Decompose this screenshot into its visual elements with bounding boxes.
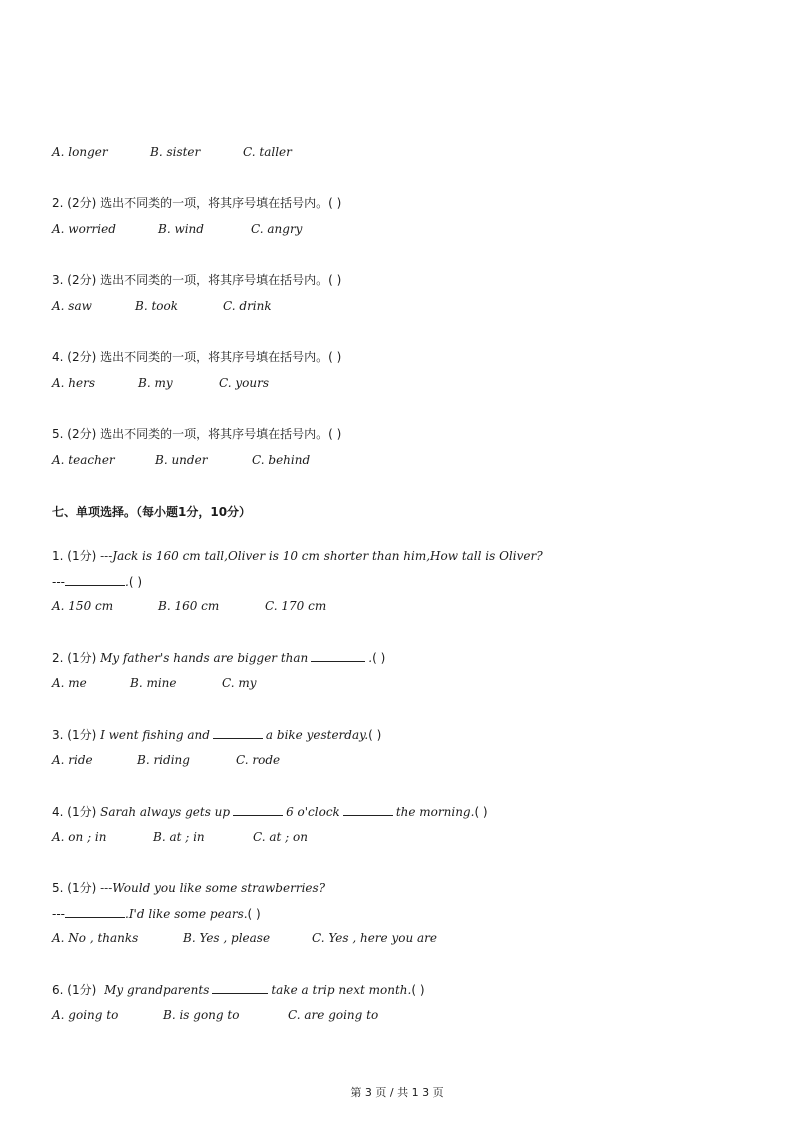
- option-a: A. worried: [52, 222, 116, 236]
- answer-paren: ( ): [328, 427, 342, 441]
- question-stem: Sarah always gets up: [100, 805, 231, 819]
- option-a: A. No , thanks: [52, 931, 139, 945]
- option-b: B. is gong to: [163, 1008, 240, 1022]
- question-number: 6.: [52, 983, 64, 997]
- question-1: [52, 549, 543, 563]
- question-2: [52, 650, 385, 665]
- question-score: (1分): [67, 805, 97, 819]
- question-score: (2分): [67, 273, 97, 287]
- answer-blank[interactable]: [213, 727, 263, 739]
- option-b: B. my: [138, 376, 173, 390]
- answer-blank[interactable]: [65, 906, 125, 918]
- option-a: A. on ; in: [52, 830, 107, 844]
- question-stem: 选出不同类的一项，将其序号填在括号内。: [100, 427, 329, 441]
- question-stem-middle: 6 o'clock: [286, 805, 340, 819]
- question-number: 2.: [52, 651, 64, 665]
- option-c: C. at ; on: [253, 830, 308, 844]
- option-c: C. behind: [252, 453, 311, 467]
- option-a: A. hers: [52, 376, 96, 390]
- answer-blank[interactable]: [212, 982, 268, 994]
- question-stem: I went fishing and: [100, 728, 210, 742]
- question-score: (1分): [67, 881, 97, 895]
- option-b: B. riding: [137, 753, 190, 767]
- question-score: (2分): [67, 350, 97, 364]
- question-6: [52, 982, 425, 997]
- option-c: C. rode: [236, 753, 281, 767]
- question-stem: My father's hands are bigger than: [100, 651, 309, 665]
- question-stem: My grandparents: [104, 983, 210, 997]
- option-c: C. angry: [251, 222, 303, 236]
- option-b: B. at ; in: [153, 830, 205, 844]
- option-a: A. longer: [52, 145, 108, 159]
- question-stem-suffix: a bike yesterday.: [265, 728, 369, 742]
- question-score: (1分): [67, 651, 97, 665]
- option-c: C. my: [222, 676, 257, 690]
- question-stem: ---Would you like some strawberries?: [100, 881, 326, 895]
- question-1-line2: [52, 574, 142, 589]
- option-a: A. ride: [52, 753, 93, 767]
- question-5: [52, 427, 341, 441]
- option-c: C. yours: [219, 376, 270, 390]
- dash-prefix: ---: [52, 575, 65, 589]
- dash-prefix: ---: [52, 907, 65, 921]
- question-stem-suffix: .: [368, 651, 373, 665]
- answer-paren: ( ): [411, 983, 425, 997]
- option-a: A. 150 cm: [52, 599, 114, 613]
- question-stem-suffix: .I'd like some pears.: [125, 907, 248, 921]
- question-stem-suffix: take a trip next month.: [271, 983, 412, 997]
- question-3: [52, 727, 381, 742]
- question-stem: ---Jack is 160 cm tall,Oliver is 10 cm shorter than him,How tall is Oliver?: [100, 549, 543, 563]
- option-c: C. 170 cm: [265, 599, 327, 613]
- question-5-line2: [52, 906, 261, 921]
- option-c: C. taller: [243, 145, 292, 159]
- question-score: (2分): [67, 427, 97, 441]
- answer-paren: ( ): [328, 350, 342, 364]
- answer-paren: ( ): [247, 907, 261, 921]
- question-number: 5.: [52, 881, 64, 895]
- answer-paren: ( ): [372, 651, 386, 665]
- question-score: (2分): [67, 196, 97, 210]
- option-b: B. wind: [158, 222, 204, 236]
- answer-blank[interactable]: [343, 804, 393, 816]
- option-b: B. Yes , please: [183, 931, 271, 945]
- answer-blank[interactable]: [233, 804, 283, 816]
- answer-paren: ( ): [474, 805, 488, 819]
- question-number: 4.: [52, 805, 64, 819]
- answer-paren: ( ): [368, 728, 382, 742]
- question-number: 4.: [52, 350, 64, 364]
- question-number: 5.: [52, 427, 64, 441]
- question-number: 2.: [52, 196, 64, 210]
- question-stem: 选出不同类的一项，将其序号填在括号内。: [100, 273, 329, 287]
- question-score: (1分): [67, 728, 97, 742]
- answer-paren: ( ): [128, 575, 143, 589]
- question-score: (1分): [67, 549, 97, 563]
- question-stem: 选出不同类的一项，将其序号填在括号内。: [100, 350, 329, 364]
- option-a: A. going to: [52, 1008, 119, 1022]
- section-title: 七、单项选择。（每小题1分，10分）: [52, 505, 252, 519]
- option-a: A. teacher: [52, 453, 115, 467]
- option-c: C. Yes , here you are: [312, 931, 437, 945]
- question-number: 3.: [52, 273, 64, 287]
- answer-paren: ( ): [328, 196, 342, 210]
- answer-paren: ( ): [328, 273, 342, 287]
- question-3: [52, 273, 341, 287]
- option-b: B. mine: [130, 676, 177, 690]
- option-b: B. under: [155, 453, 208, 467]
- page-footer: 第 3 页 / 共 1 3 页: [350, 1086, 444, 1099]
- option-a: A. me: [52, 676, 87, 690]
- option-b: B. took: [135, 299, 178, 313]
- question-stem-suffix: the morning.: [395, 805, 475, 819]
- question-number: 3.: [52, 728, 64, 742]
- option-c: C. are going to: [288, 1008, 379, 1022]
- question-number: 1.: [52, 549, 64, 563]
- answer-blank[interactable]: [311, 650, 365, 662]
- question-4: [52, 350, 341, 364]
- question-4: [52, 804, 488, 819]
- option-b: B. 160 cm: [158, 599, 220, 613]
- question-5: [52, 881, 325, 895]
- option-c: C. drink: [223, 299, 272, 313]
- question-stem-suffix: .: [125, 575, 129, 589]
- question-stem: 选出不同类的一项，将其序号填在括号内。: [100, 196, 329, 210]
- option-a: A. saw: [52, 299, 92, 313]
- answer-blank[interactable]: [65, 574, 125, 586]
- option-b: B. sister: [150, 145, 201, 159]
- question-score: (1分): [67, 983, 97, 997]
- question-2: [52, 196, 341, 210]
